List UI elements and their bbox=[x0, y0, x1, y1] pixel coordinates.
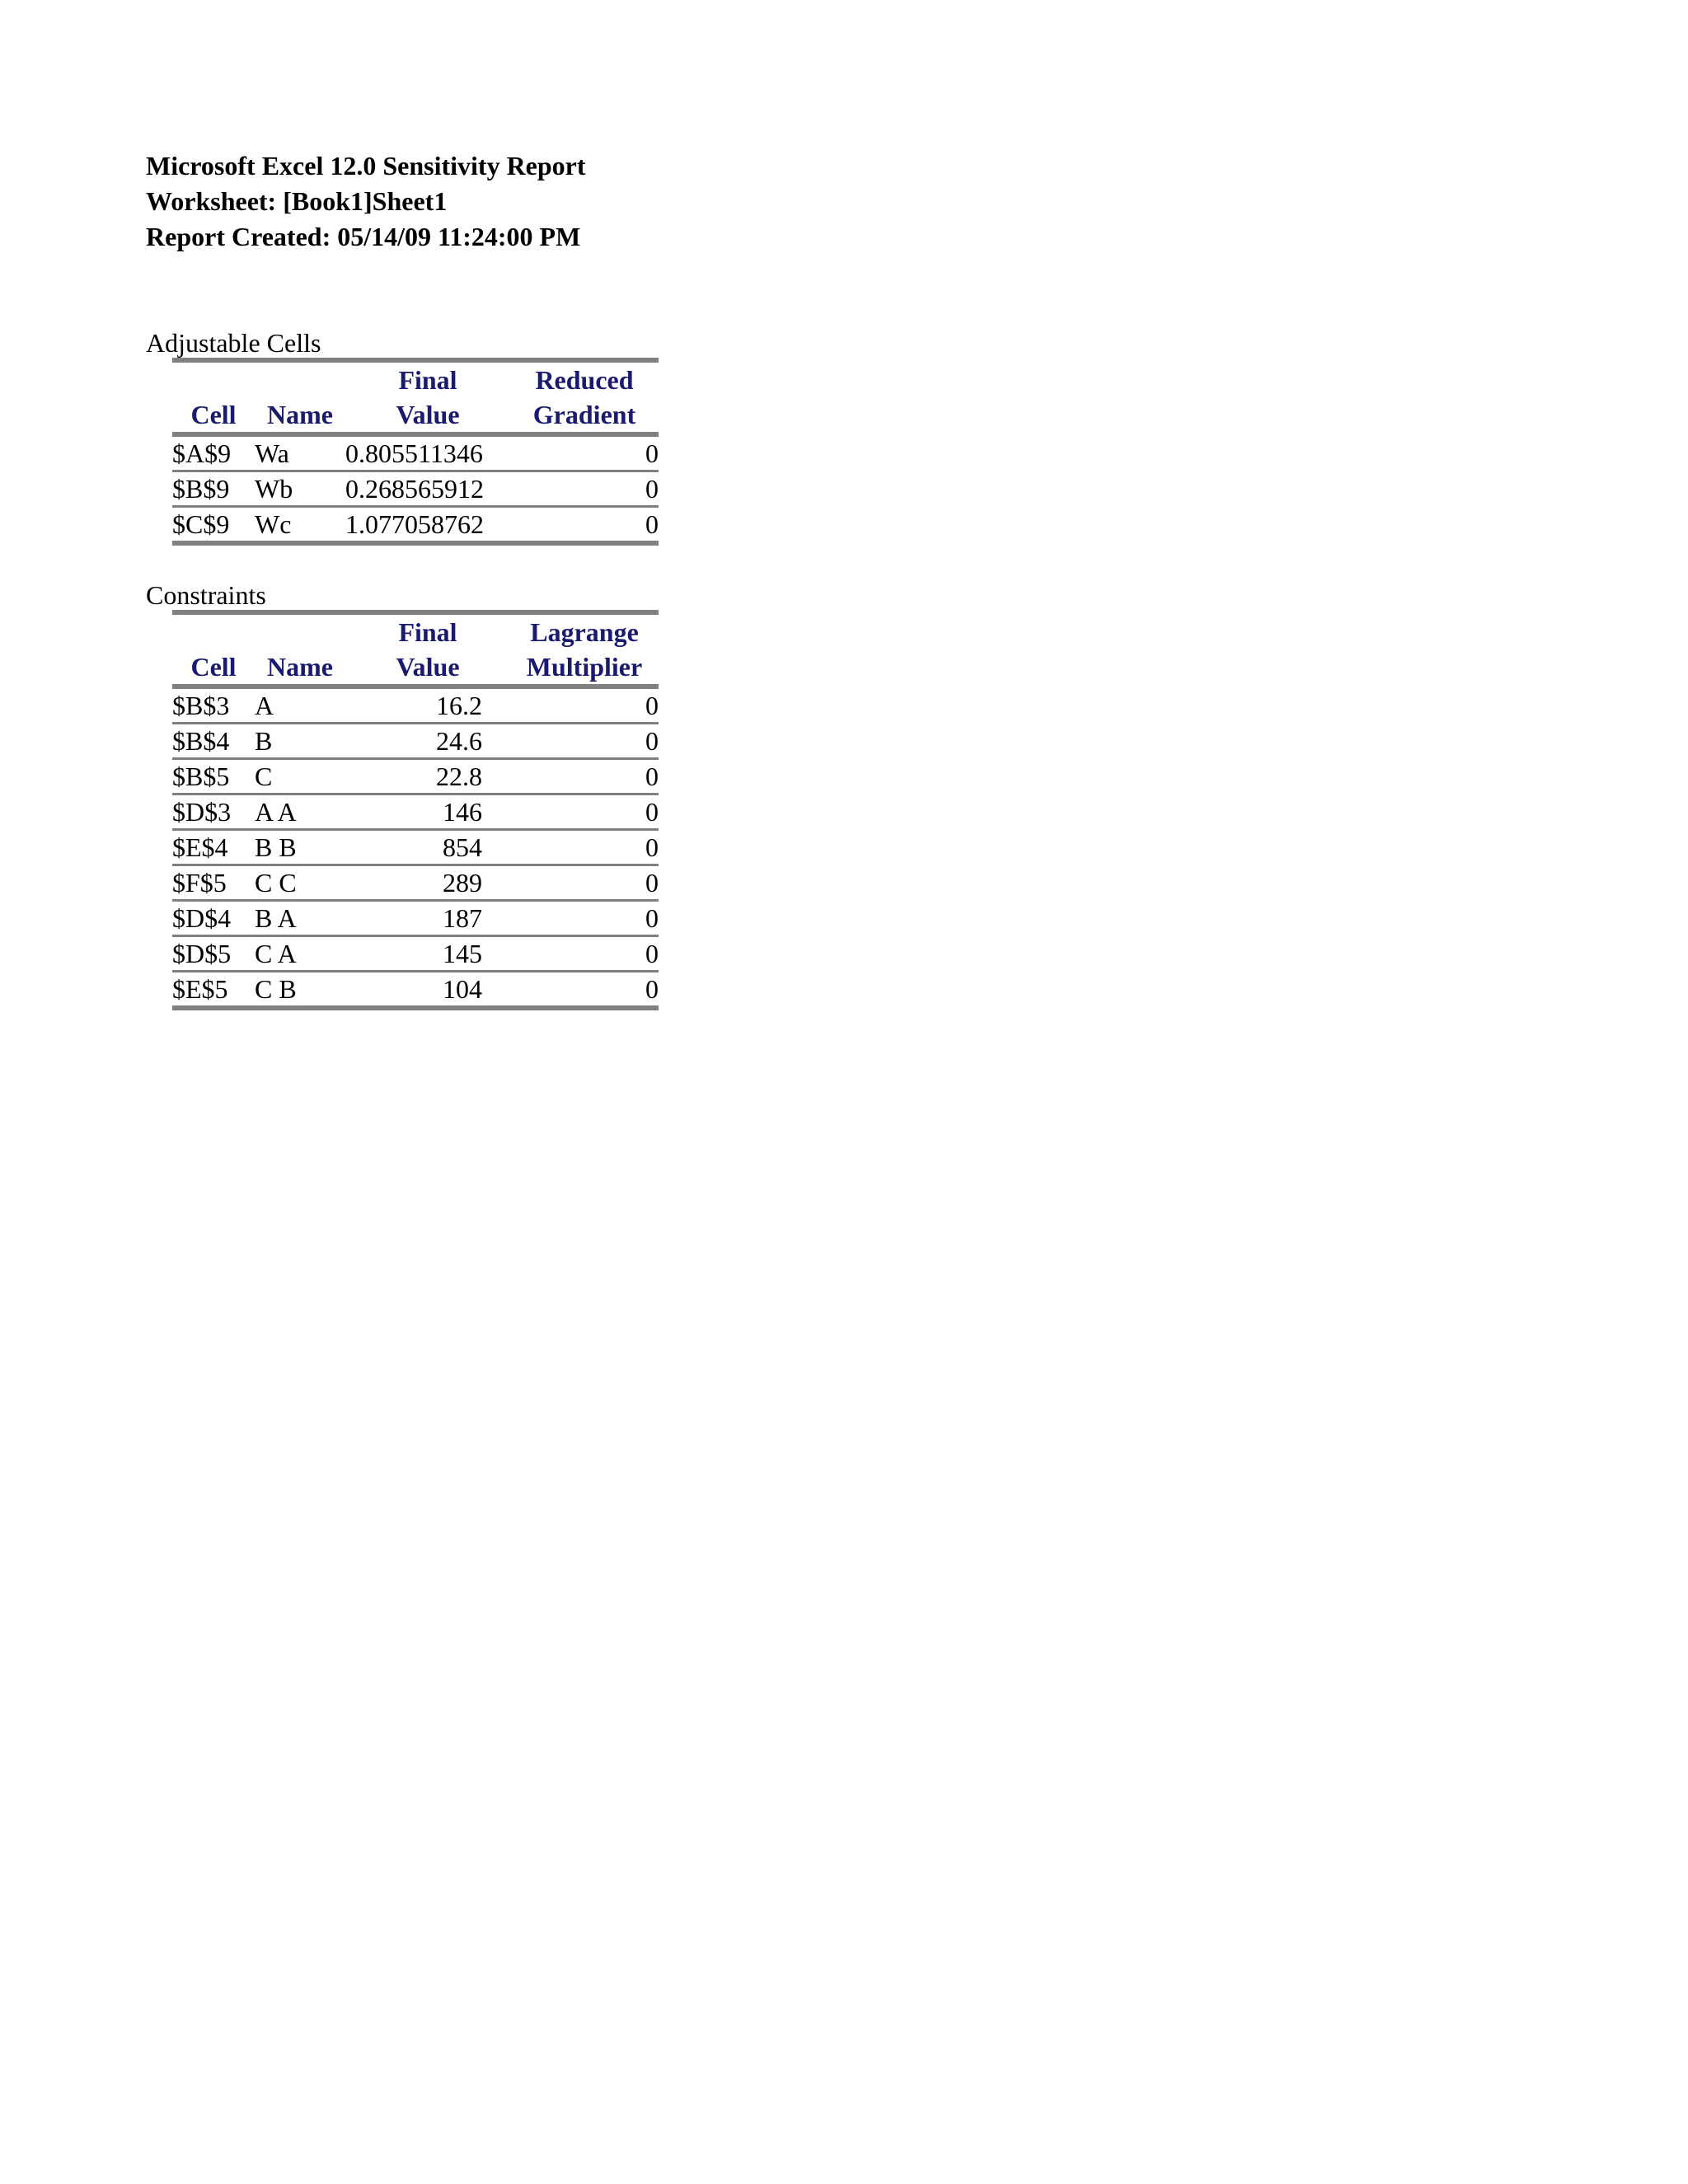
constraints-title: Constraints bbox=[146, 580, 266, 610]
table-row bbox=[172, 936, 659, 972]
final-value: 24.6 bbox=[345, 724, 510, 759]
lagrange-multiplier: 0 bbox=[510, 830, 659, 865]
final-value: 16.2 bbox=[345, 687, 510, 724]
final-value: 146 bbox=[345, 794, 510, 830]
final-value: 145 bbox=[345, 936, 510, 972]
adjustable-cells-title: Adjustable Cells bbox=[146, 328, 321, 358]
cell-ref: $B$9 bbox=[172, 471, 255, 507]
report-title: Microsoft Excel 12.0 Sensitivity Report bbox=[146, 151, 586, 180]
final-value: 0.268565912 bbox=[345, 471, 510, 507]
report-created-label: Report Created: 05/14/09 11:24:00 PM bbox=[146, 222, 581, 251]
column-header-multiplier: Multiplier bbox=[510, 649, 659, 687]
column-header-cell: Cell bbox=[172, 397, 255, 434]
cell-ref: $B$4 bbox=[172, 724, 255, 759]
final-value: 187 bbox=[345, 901, 510, 936]
column-header-name: Name bbox=[255, 397, 345, 434]
reduced-gradient: 0 bbox=[510, 471, 659, 507]
table-row bbox=[172, 471, 659, 507]
cell-ref: $F$5 bbox=[172, 865, 255, 901]
column-header-final: Final bbox=[345, 612, 510, 649]
cell-name: B A bbox=[255, 901, 345, 936]
worksheet-label: Worksheet: [Book1]Sheet1 bbox=[146, 186, 448, 216]
final-value: 1.077058762 bbox=[345, 507, 510, 544]
column-header-lagrange: Lagrange bbox=[510, 612, 659, 649]
cell-name: Wb bbox=[255, 471, 345, 507]
table-row bbox=[172, 724, 659, 759]
table-row bbox=[172, 865, 659, 901]
column-header-final: Final bbox=[345, 360, 510, 397]
cell-name: A bbox=[255, 687, 345, 724]
cell-name: B bbox=[255, 724, 345, 759]
lagrange-multiplier: 0 bbox=[510, 972, 659, 1009]
column-header-empty bbox=[255, 360, 345, 397]
column-header-value: Value bbox=[345, 397, 510, 434]
cell-ref: $C$9 bbox=[172, 507, 255, 544]
column-header-reduced: Reduced bbox=[510, 360, 659, 397]
cell-name: C bbox=[255, 759, 345, 794]
cell-name: A A bbox=[255, 794, 345, 830]
adjustable-cells-table bbox=[172, 358, 659, 546]
lagrange-multiplier: 0 bbox=[510, 759, 659, 794]
cell-name: Wc bbox=[255, 507, 345, 544]
final-value: 22.8 bbox=[345, 759, 510, 794]
table-row bbox=[172, 972, 659, 1009]
lagrange-multiplier: 0 bbox=[510, 865, 659, 901]
column-header-gradient: Gradient bbox=[510, 397, 659, 434]
final-value: 0.805511346 bbox=[345, 434, 510, 471]
cell-ref: $B$3 bbox=[172, 687, 255, 724]
column-header-empty bbox=[172, 612, 255, 649]
cell-ref: $A$9 bbox=[172, 434, 255, 471]
table-row bbox=[172, 901, 659, 936]
final-value: 854 bbox=[345, 830, 510, 865]
column-header-empty bbox=[255, 612, 345, 649]
reduced-gradient: 0 bbox=[510, 507, 659, 544]
cell-name: C C bbox=[255, 865, 345, 901]
cell-ref: $D$3 bbox=[172, 794, 255, 830]
cell-ref: $D$4 bbox=[172, 901, 255, 936]
final-value: 104 bbox=[345, 972, 510, 1009]
cell-name: B B bbox=[255, 830, 345, 865]
cell-name: Wa bbox=[255, 434, 345, 471]
column-header-empty bbox=[172, 360, 255, 397]
cell-ref: $B$5 bbox=[172, 759, 255, 794]
cell-ref: $E$5 bbox=[172, 972, 255, 1009]
final-value: 289 bbox=[345, 865, 510, 901]
cell-ref: $D$5 bbox=[172, 936, 255, 972]
report-header bbox=[146, 148, 586, 255]
lagrange-multiplier: 0 bbox=[510, 687, 659, 724]
lagrange-multiplier: 0 bbox=[510, 936, 659, 972]
lagrange-multiplier: 0 bbox=[510, 724, 659, 759]
table-row bbox=[172, 687, 659, 724]
lagrange-multiplier: 0 bbox=[510, 794, 659, 830]
cell-name: C B bbox=[255, 972, 345, 1009]
cell-ref: $E$4 bbox=[172, 830, 255, 865]
table-row bbox=[172, 434, 659, 471]
lagrange-multiplier: 0 bbox=[510, 901, 659, 936]
reduced-gradient: 0 bbox=[510, 434, 659, 471]
column-header-name: Name bbox=[255, 649, 345, 687]
cell-name: C A bbox=[255, 936, 345, 972]
table-row bbox=[172, 507, 659, 544]
table-row bbox=[172, 759, 659, 794]
column-header-cell: Cell bbox=[172, 649, 255, 687]
column-header-value: Value bbox=[345, 649, 510, 687]
table-row bbox=[172, 830, 659, 865]
constraints-table bbox=[172, 610, 659, 1010]
table-row bbox=[172, 794, 659, 830]
